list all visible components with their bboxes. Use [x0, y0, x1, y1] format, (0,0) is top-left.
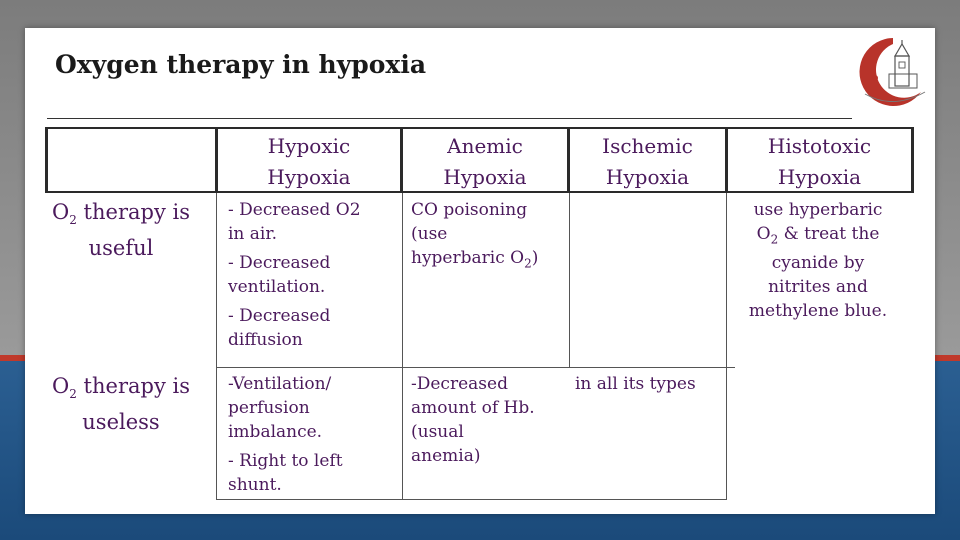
row-useful-label-rest: therapy is: [76, 200, 190, 224]
slide-title: Oxygen therapy in hypoxia: [55, 50, 427, 79]
row-useless-label-sub: 2: [69, 387, 77, 402]
body-hline-bottom: [216, 499, 727, 500]
title-underline: [47, 118, 852, 119]
row-useful-label-o: O: [52, 200, 70, 224]
text-line: (usual: [411, 422, 464, 442]
text-line: perfusion: [228, 398, 310, 418]
body-vline-4a: [726, 193, 727, 367]
slide: [25, 28, 935, 514]
cell-useless-ischemic: in all its types: [575, 374, 696, 394]
cell-useless-hypoxic: [228, 372, 398, 497]
header-ischemic-line1: Ischemic: [602, 134, 693, 158]
row-useless-label-rest: therapy is: [76, 374, 190, 398]
text-line: amount of Hb.: [411, 398, 535, 418]
text-line: cyanide by: [771, 253, 865, 274]
text-fragment: hyperbaric O: [411, 248, 525, 268]
body-hline-middle: [216, 367, 735, 368]
header-ischemic: [570, 131, 725, 193]
cell-useful-hypoxic: [228, 198, 398, 352]
text-line: imbalance.: [228, 422, 323, 442]
text-line: in air.: [228, 224, 278, 244]
text-line: nitrites and: [768, 277, 868, 298]
body-vline-2: [402, 193, 403, 499]
header-histotoxic-line1: Histotoxic: [767, 134, 872, 158]
text-line: -Decreased: [411, 374, 508, 394]
subscript: 2: [770, 232, 779, 247]
row-useless-label-line2: useless: [82, 410, 160, 435]
header-histotoxic: [728, 131, 911, 193]
row-useless-label-o: O: [52, 374, 70, 398]
header-anemic: [403, 131, 567, 193]
header-hypoxic-line2: Hypoxia: [267, 165, 351, 189]
text-line: - Right to left: [228, 451, 343, 471]
header-hline-top: [45, 127, 914, 129]
header-vline-right: [911, 128, 914, 192]
text-fragment: & treat the: [778, 224, 880, 244]
text-line: - Decreased: [228, 306, 331, 326]
header-ischemic-line2: Hypoxia: [605, 165, 690, 189]
subscript: 2: [524, 256, 532, 271]
row-useless-label: [25, 372, 217, 436]
header-histotoxic-line2: Hypoxia: [777, 165, 862, 189]
text-fragment: ): [531, 248, 539, 268]
cell-useless-anemic: [411, 372, 571, 468]
text-line: (use: [411, 224, 448, 244]
text-line: anemia): [411, 446, 481, 466]
cell-useful-histotoxic: [728, 198, 908, 323]
text-line: diffusion: [228, 330, 303, 350]
row-useful-label: [25, 198, 217, 262]
row-useful-label-sub: 2: [69, 213, 77, 228]
header-anemic-line1: Anemic: [447, 134, 523, 158]
text-line: methylene blue.: [748, 301, 888, 322]
text-line: use hyperbaric: [753, 200, 883, 220]
text-line: - Decreased: [228, 253, 331, 273]
header-hypoxic-line1: Hypoxic: [267, 134, 351, 158]
text-line: CO poisoning: [411, 200, 528, 220]
header-hypoxic: [218, 131, 400, 193]
text-line: ventilation.: [228, 277, 326, 297]
header-vline-left: [45, 128, 48, 192]
header-anemic-line2: Hypoxia: [443, 165, 527, 189]
text-line: shunt.: [228, 475, 282, 495]
text-line: - Decreased O2: [228, 200, 361, 220]
row-useful-label-line2: useful: [88, 236, 154, 261]
text-line: -Ventilation/: [228, 374, 332, 394]
text-fragment: O: [756, 224, 771, 244]
body-vline-4b: [726, 367, 727, 499]
cell-useful-anemic: [411, 198, 571, 275]
university-seal-icon: [855, 34, 931, 110]
